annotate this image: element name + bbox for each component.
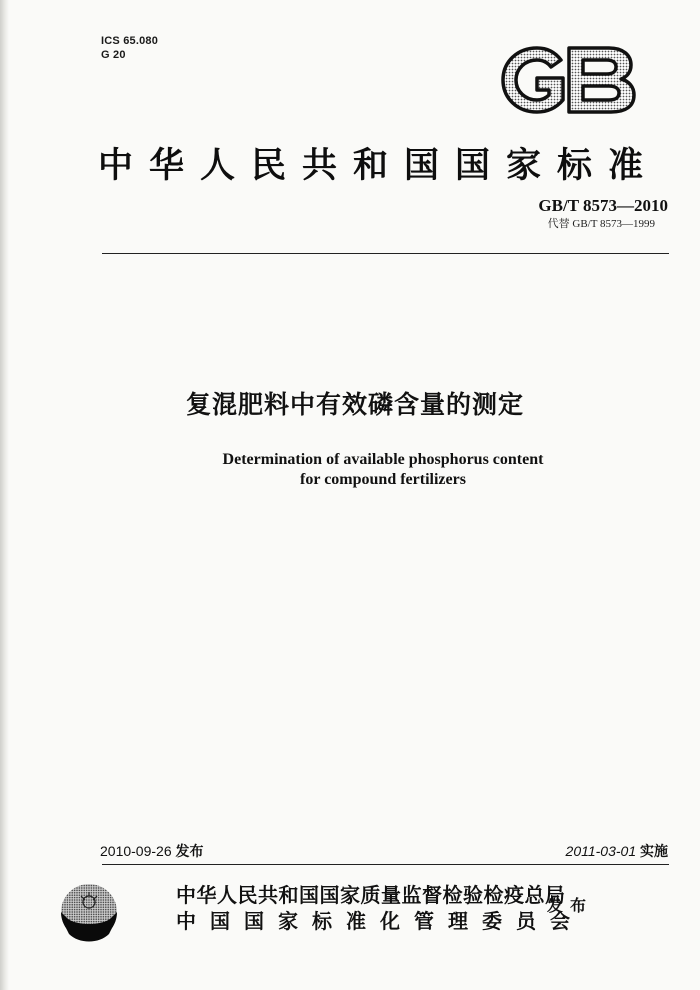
standard-number: GB/T 8573—2010 bbox=[538, 196, 668, 215]
national-emblem-icon bbox=[59, 882, 119, 942]
national-standard-title: 中华人民共和国国家标准 bbox=[98, 145, 660, 186]
issue-date-block bbox=[100, 841, 204, 861]
ics-code: ICS 65.080 bbox=[101, 35, 159, 47]
gb-logo bbox=[499, 44, 637, 116]
implement-label: 实施 bbox=[640, 843, 668, 859]
implement-date: 2011-03-01 bbox=[565, 843, 637, 859]
top-divider bbox=[102, 253, 669, 254]
issuer-line-2: 中国国家标准化管理委员会 bbox=[176, 909, 584, 933]
issuer-line-1: 中华人民共和国国家质量监督检验检疫总局 bbox=[176, 883, 566, 907]
implement-date-block bbox=[566, 841, 668, 861]
document-title-chinese: 复混肥料中有效磷含量的测定 bbox=[185, 390, 524, 419]
issue-date: 2010-09-26 bbox=[100, 843, 172, 859]
issued-by-label: 发布 bbox=[547, 896, 594, 915]
issue-label: 发布 bbox=[175, 843, 204, 859]
document-title-english-line1: Determination of available phosphorus content bbox=[222, 451, 544, 468]
scan-edge-shadow bbox=[0, 0, 9, 990]
document-title-english-line2: for compound fertilizers bbox=[300, 471, 466, 488]
replaces-standard: 代替 GB/T 8573—1999 bbox=[547, 218, 655, 230]
bottom-divider bbox=[102, 864, 669, 865]
ccs-code: G 20 bbox=[101, 49, 126, 61]
